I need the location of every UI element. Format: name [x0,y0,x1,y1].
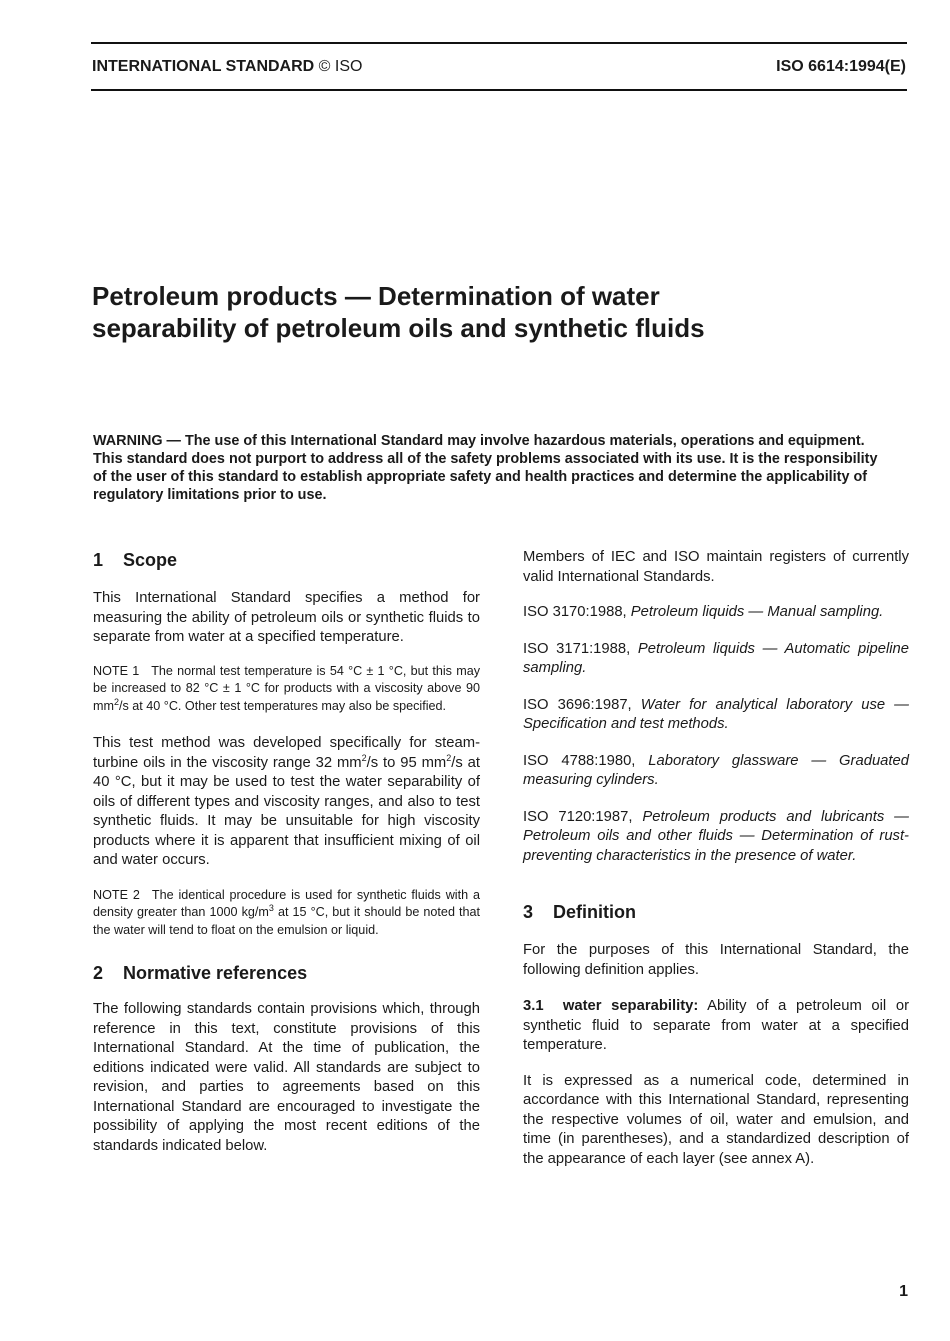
standard-label: INTERNATIONAL STANDARD [92,58,315,75]
ref-code: ISO 4788:1980, [523,752,636,769]
normative-title: Normative references [123,963,308,983]
note-2-text-b: at 15 °C, but it should be noted that the water will tend to float on the emulsion or liquid. [93,905,481,937]
ref-title: Petroleum liquids — Manual sampling. [630,604,884,620]
term-label: water separability: [562,998,699,1014]
note-1 [93,663,480,716]
right-column [523,548,909,1169]
doc-number: ISO 6614:1994(E) [776,58,906,75]
ref-title: Laboratory glassware — Graduated measuring cylinders. [523,752,909,788]
definition-num: 3 [523,902,534,922]
reference-item [523,696,909,735]
page-number: 1 [899,1283,908,1300]
normative-para1: The following standards contain provisions which, through reference in this text, constitute provisions of this International Standard. At the time of publication, the editions indicated were valid. All standards are subject to revision, and parties to agreements based on this International Standard are encouraged to investigate the possibility of applying the most recent editions of the standards indicated below. [93,1001,480,1154]
note-1-text-b: /s at 40 °C. Other test temperatures may also be specified. [119,698,447,713]
term-definition: Ability of a petroleum oil or synthetic fluid to separate from water at a specified temperature. [523,998,910,1053]
reference-item [523,603,909,623]
scope-para1: This International Standard specifies a method for measuring the ability of petroleum oils or synthetic fluids to separate from water at a specified temperature. [93,590,480,645]
scope-heading [93,548,480,572]
warning-block [93,432,893,504]
ref-code: ISO 3171:1988, [523,640,631,657]
definition-intro: For the purposes of this International Standard, the following definition applies. [523,942,909,978]
ref-code: ISO 7120:1987, [523,808,633,825]
ref-code: ISO 3170:1988, [523,604,627,620]
note-2-label: NOTE 2 [93,887,140,902]
definition-para: It is expressed as a numerical code, determined in accordance with this International Standard, representing the respective volumes of oil, water and emulsion, and time (in parentheses), and a standardized description of the appearance of each layer (see annex A). [523,1072,909,1167]
copyright: © ISO [318,58,363,75]
scope-para2-c: /s at 40 °C, but it may be used to test the water separability of oils of different types and viscosity ranges, and also to test synthetic fluids. It may be unsuitable for high viscosity products where it is apparent that insufficient mixing of oil and water occurs. [93,754,480,868]
note-1-label: NOTE 1 [93,663,140,678]
normative-num: 2 [93,963,104,983]
page-title [92,280,892,344]
note-2-text-a: The identical procedure is used for synthetic fluids with a density greater than 1000 kg/m [93,887,480,919]
note-2 [93,887,480,940]
scope-para2 [93,734,480,871]
note-2-sup: 3 [268,902,274,913]
normative-para2: Members of IEC and ISO maintain registers of currently valid International Standards. [523,549,909,585]
ref-code: ISO 3696:1987, [523,696,632,713]
ref-title: Petroleum liquids — Automatic pipeline sampling. [523,640,909,676]
title-line-1: Petroleum products — Determination of water [92,281,660,311]
header-left [92,58,362,76]
scope-para2-sup2: 2 [446,752,452,763]
definition-title: Definition [553,902,636,922]
reference-item [523,752,909,791]
scope-num: 1 [93,550,104,570]
header-top-rule [91,42,907,44]
definition-term [523,997,909,1056]
header-bottom-rule [91,89,907,91]
reference-item [523,808,909,867]
scope-title: Scope [123,550,178,570]
warning-label: WARNING — [93,433,181,449]
scope-para2-b: /s to 95 mm [366,754,447,771]
note-1-text-a: The normal test temperature is 54 °C ± 1 °C, but this may be increased to 82 °C ± 1 °C for products with a viscosity above 90 mm [93,663,480,713]
warning-text: The use of this International Standard may involve hazardous materials, operations and equipment. This standard does not purport to address all of the safety problems associated with its use. It is the responsibility of the user of this standard to establish appropriate safety and health practices and determine the applicability of regulatory limitations prior to use. [93,433,878,503]
definition-heading [523,900,909,924]
left-column [93,548,480,1156]
scope-para2-sup1: 2 [361,752,367,763]
scope-para2-a: This test method was developed specifically for steam-turbine oils in the viscosity range 32 mm [93,735,480,771]
ref-title: Water for analytical laboratory use — Specification and test methods. [523,696,909,732]
note-1-sup: 2 [113,696,119,707]
ref-title: Petroleum products and lubricants — Petroleum oils and other fluids — Determination of rust-preventing characteristics in the presence of water. [523,808,909,864]
normative-heading [93,961,480,985]
reference-item [523,640,909,679]
term-number: 3.1 [523,998,544,1014]
title-line-2: separability of petroleum oils and synthetic fluids [92,313,705,343]
